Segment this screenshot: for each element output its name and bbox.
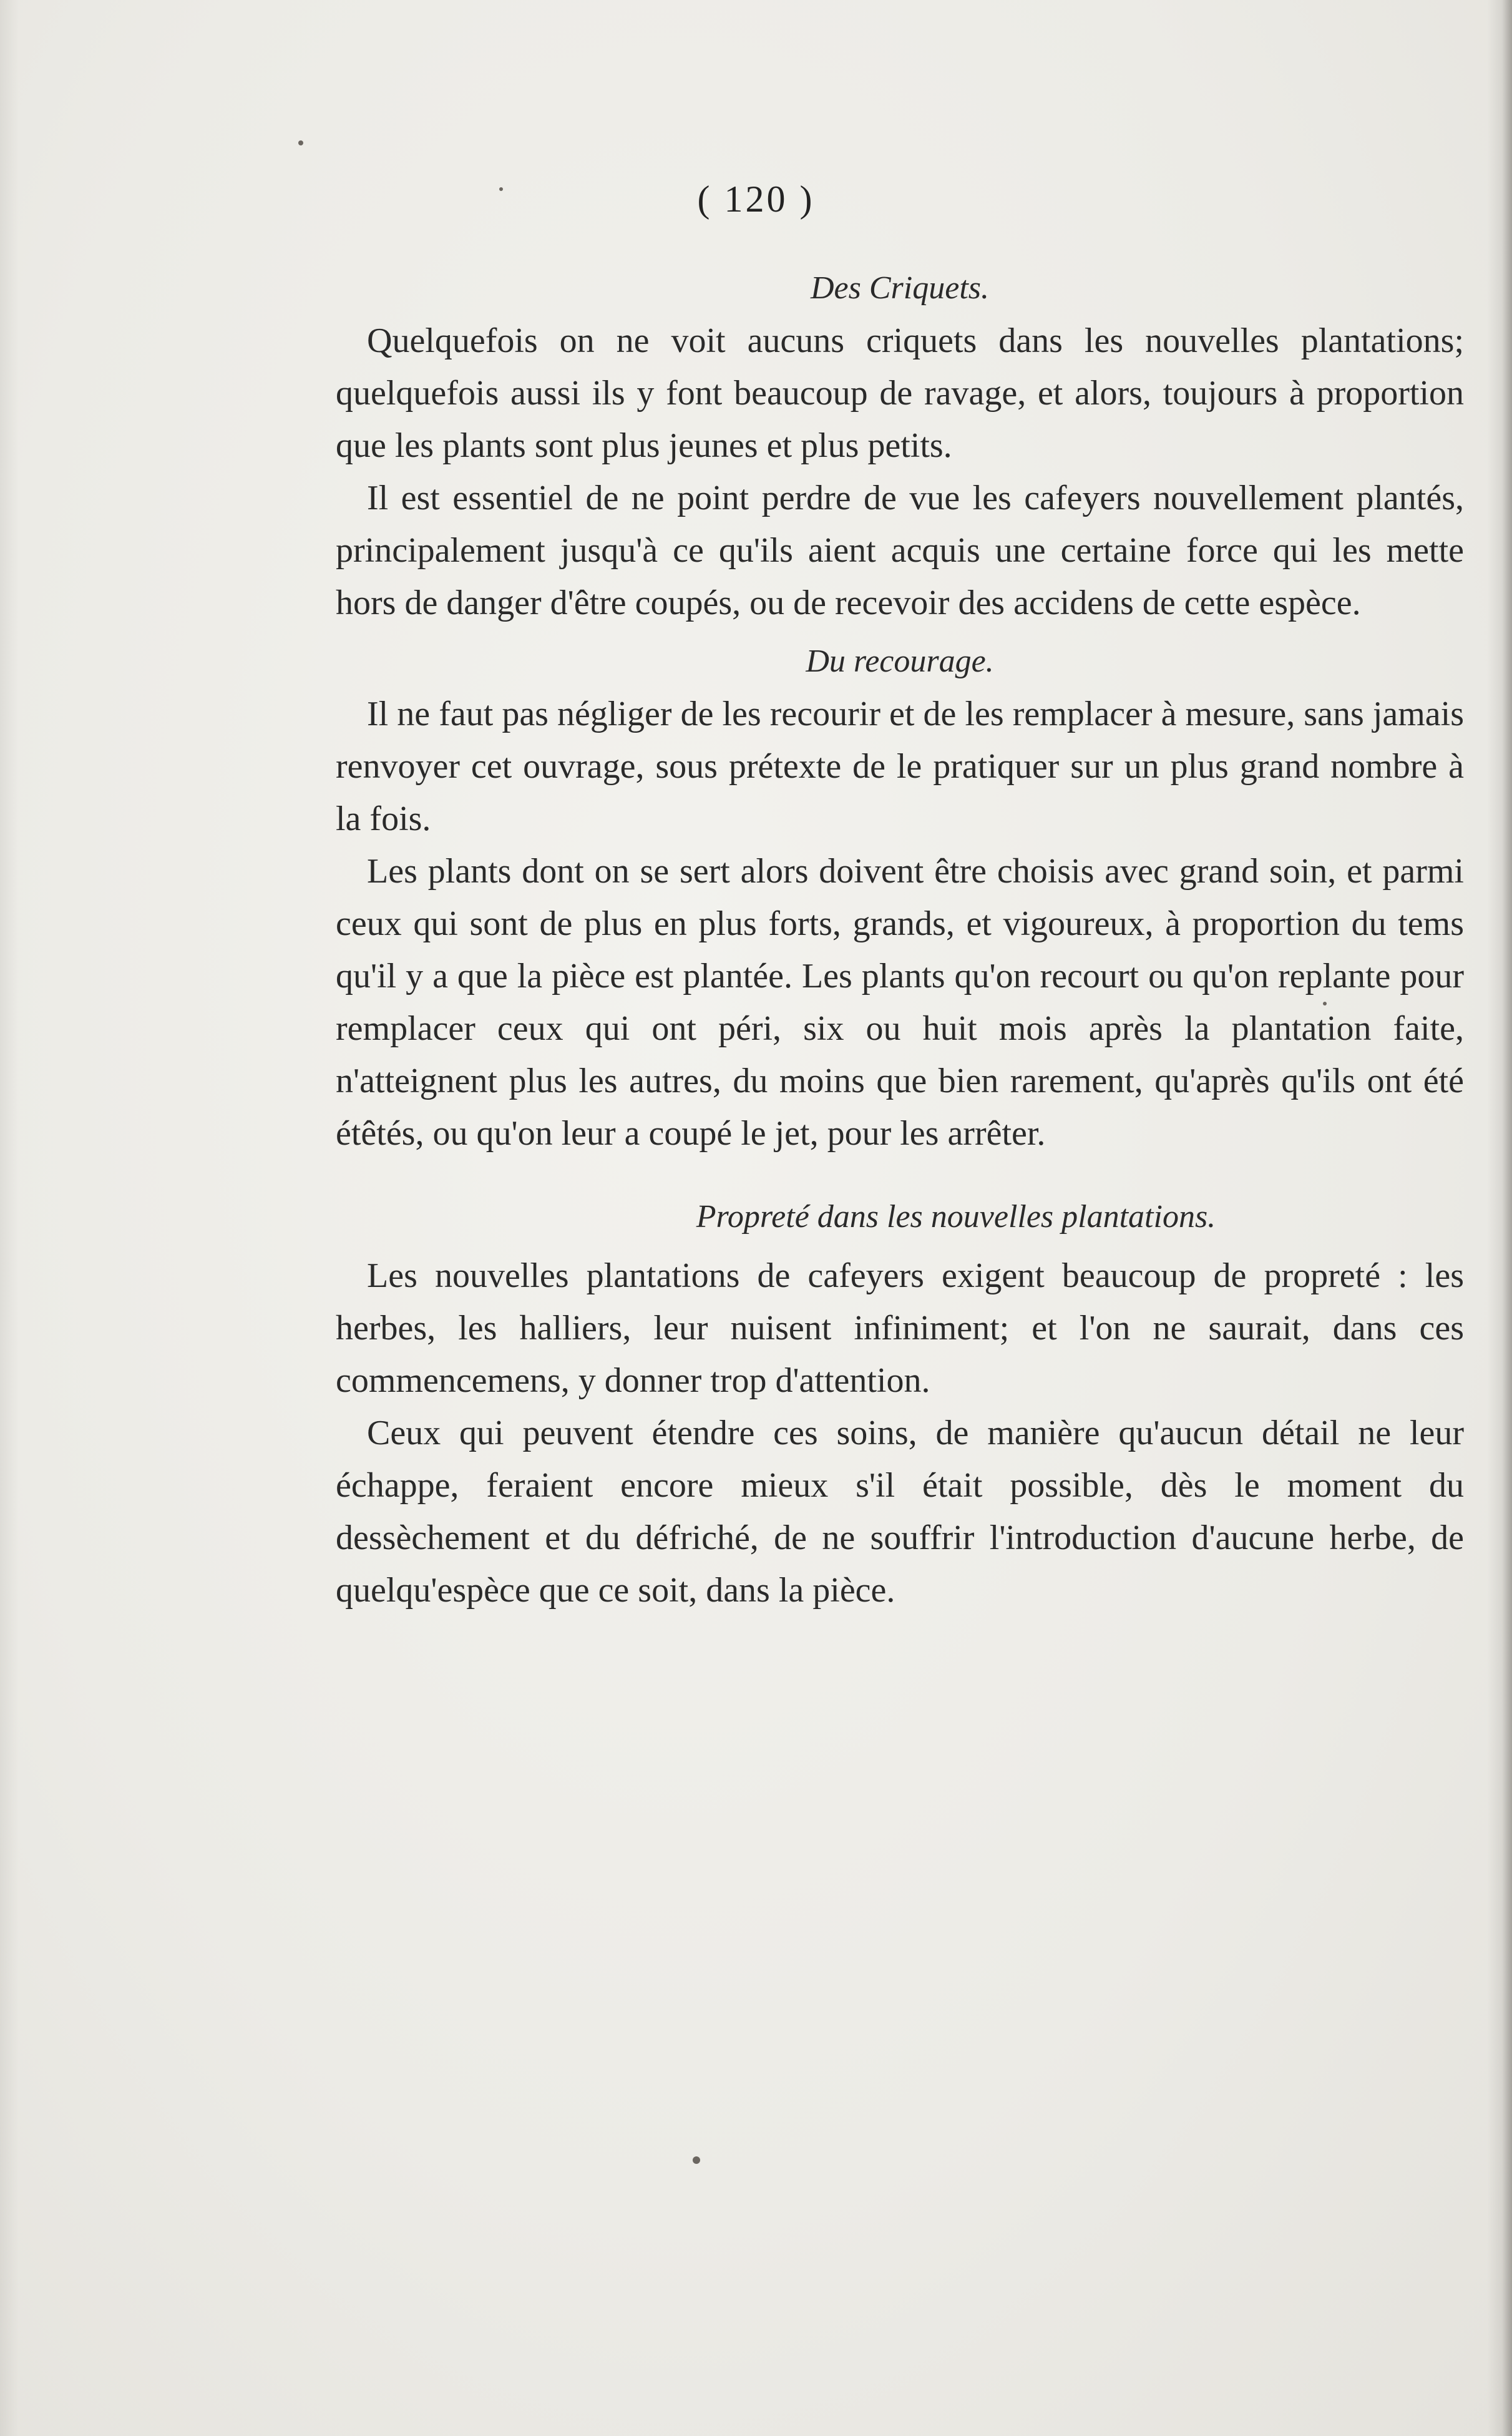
paragraph: Il ne faut pas négliger de les recourir et de les remplacer à mesure, sans jamais renvoyer cet ouvrage, sous prétexte de le pratiquer sur un plus grand nombre à la fois.: [336, 695, 1464, 838]
paper-speck: [499, 187, 503, 191]
paragraph: Quelquefois on ne voit aucuns criquets dans les nouvelles plantations; quelquefois aussi ils y font beaucoup de ravage, et alors, toujours à proportion que les plants sont plus jeunes et plus petits.: [336, 321, 1464, 465]
paragraph: Ceux qui peuvent étendre ces soins, de manière qu'aucun détail ne leur échappe, feraient encore mieux s'il était possible, dès le moment du dessèchement et du défriché, de ne souffrir l'introduction d'aucune herbe, de quelqu'espèce que ce soit, dans la pièce.: [336, 1414, 1464, 1610]
paragraph: Les plants dont on se sert alors doivent être choisis avec grand soin, et parmi ceux qui sont de plus en plus forts, grands, et vigoureux, à proportion du tems qu'il y a que la pièce est plantée. Les plants qu'on recourt ou qu'on replante pour remplacer ceux qui ont péri, six ou huit mois après la plantation faite, n'atteignent plus les autres, du moins que bien rarement, qu'après qu'ils ont été étêtés, ou qu'on leur a coupé le jet, pour les arrêter.: [336, 852, 1464, 1153]
paper-speck: [1323, 1002, 1327, 1005]
section-heading: Propreté dans les nouvelles plantations.: [696, 1199, 1216, 1235]
paper-speck: [298, 140, 303, 145]
paragraph: Il est essentiel de ne point perdre de vue les cafeyers nouvellement plantés, principalement jusqu'à ce qu'ils aient acquis une certaine force qui les mette hors de danger d'être coupés, ou de recevoir des accidens de cette espèce.: [336, 479, 1464, 622]
page-body: [336, 262, 1464, 1617]
page-left-shadow: [0, 0, 19, 2436]
paragraph: Les nouvelles plantations de cafeyers exigent beaucoup de propreté : les herbes, les halliers, leur nuisent infiniment; et l'on ne saurait, dans ces commencemens, y donner trop d'attention.: [336, 1256, 1464, 1400]
section-heading: Des Criquets.: [811, 270, 989, 306]
paper-speck: [693, 2156, 700, 2164]
page-number: ( 120 ): [697, 179, 815, 220]
section-heading: Du recourage.: [806, 643, 994, 679]
